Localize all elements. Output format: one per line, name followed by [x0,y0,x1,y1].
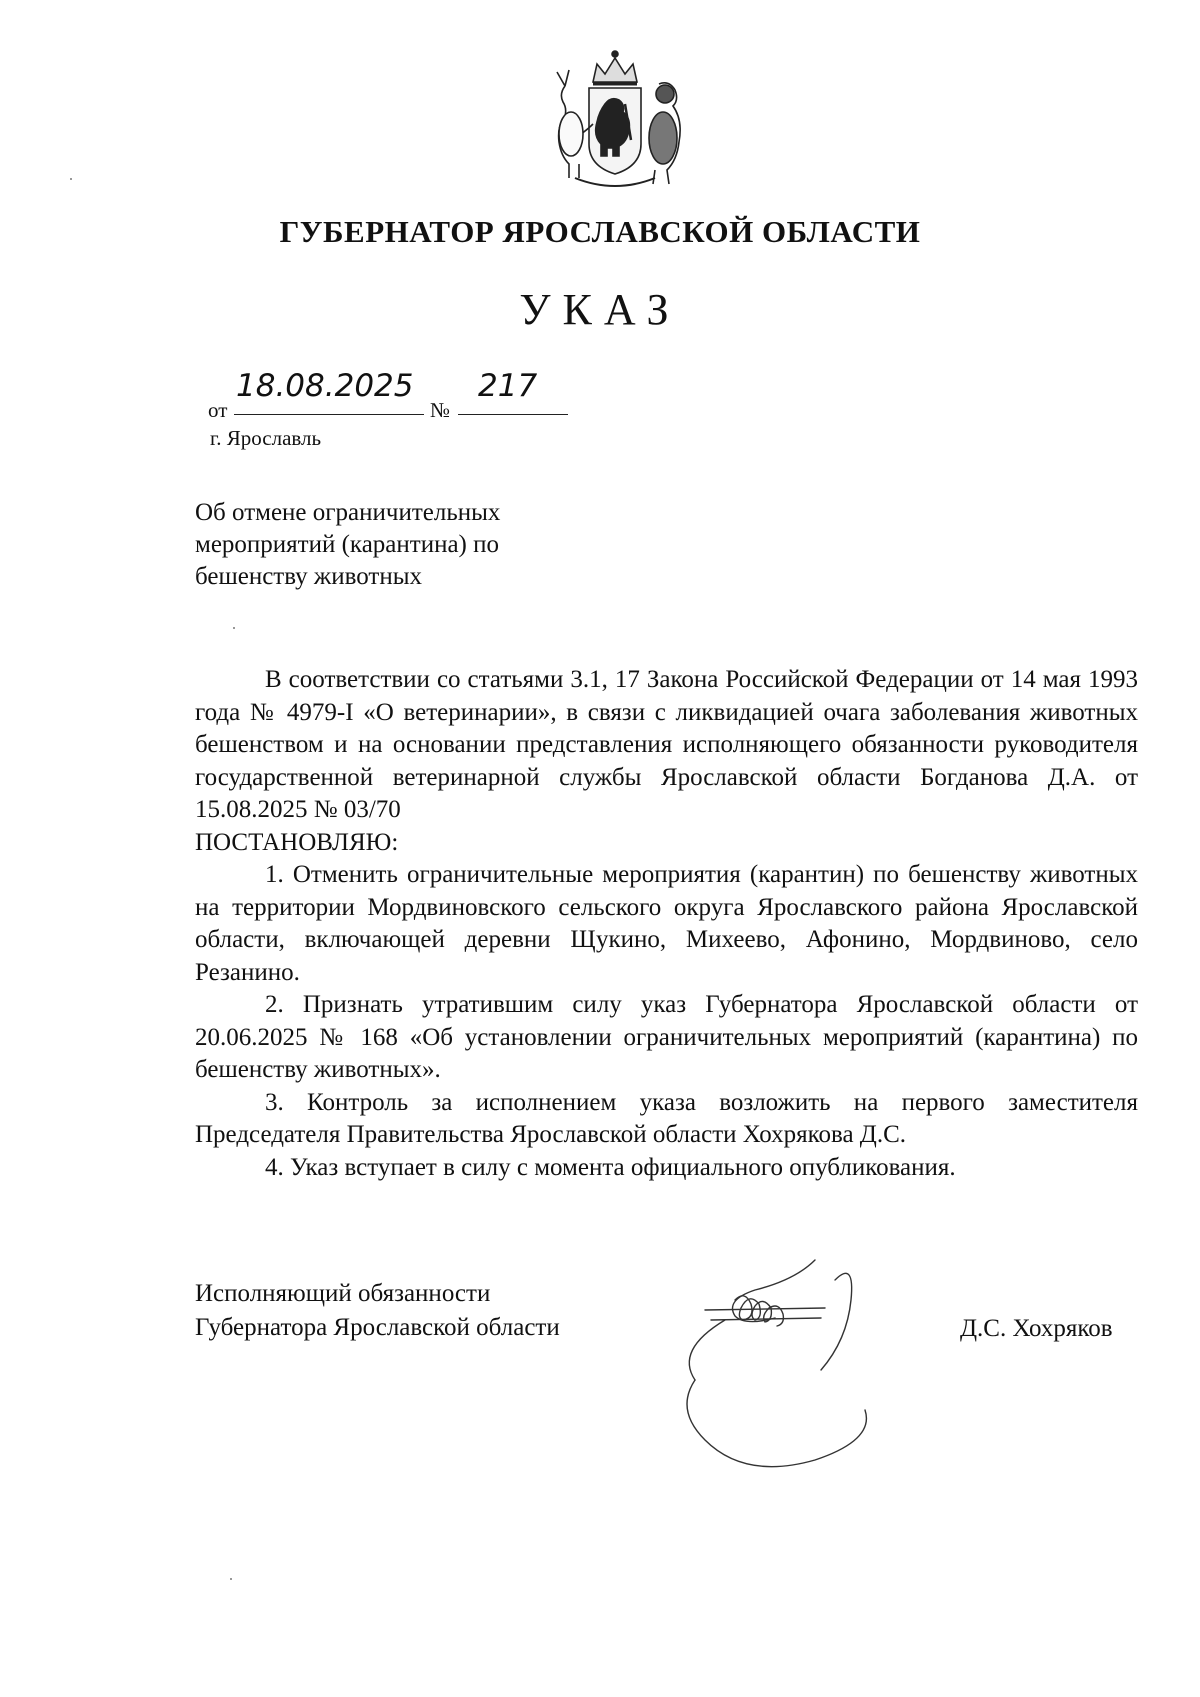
scan-speck [70,178,72,180]
number-underline [458,414,568,415]
document-date: 18.08.2025 [236,368,414,404]
decree-subject [195,497,500,593]
signatory-title [195,1277,560,1345]
handwritten-signature [665,1240,945,1470]
coat-of-arms-emblem [535,44,695,194]
subject-line: Об отмене ограничительных [195,499,501,526]
from-label: от [208,398,228,422]
signatory-title-line: Губернатора Ярославской области [195,1314,560,1341]
subject-line: мероприятий (карантина) по [195,531,500,558]
decree-item: 2. Признать утратившим силу указ Губернатора Ярославской области от 20.06.2025 № 168 «Об установлении ограничительных мероприятий (карантина) по бешенству животных». [195,991,1138,1083]
scan-speck [233,627,235,629]
date-underline [234,414,424,415]
subject-line: бешенству животных [195,563,422,590]
issuing-authority: ГУБЕРНАТОР ЯРОСЛАВСКОЙ ОБЛАСТИ [279,214,921,249]
resolve-word: ПОСТАНОВЛЯЮ: [195,828,399,856]
number-label: № [430,398,451,422]
place-of-issue: г. Ярославль [210,426,322,450]
signatory-name: Д.С. Хохряков [960,1315,1113,1342]
signatory-title-line: Исполняющий обязанности [195,1280,491,1307]
document-number: 217 [478,368,538,404]
document-type: УКАЗ [519,285,681,334]
scan-speck [230,1578,232,1580]
decree-item: 3. Контроль за исполнением указа возложить на первого заместителя Председателя Правительства Ярославской области Хохрякова Д.С. [195,1088,1138,1148]
decree-body [195,664,1138,1184]
decree-item: 1. Отменить ограничительные мероприятия (карантин) по бешенству животных на территории Мордвиновского сельского округа Ярославского района Ярославской области, включающей деревни Щукино, Михеево, Афонино, Мордвиново, село Резанино. [195,861,1138,986]
decree-item: 4. Указ вступает в силу с момента официального опубликования. [265,1153,956,1181]
preamble-paragraph: В соответствии со статьями 3.1, 17 Закона Российской Федерации от 14 мая 1993 года № 4979-I «О ветеринарии», в связи с ликвидацией очага заболевания животных бешенством и на основании представления исполняющего обязанности руководителя государственной ветеринарной службы Ярославской области Богданова Д.А. от 15.08.2025 № 03/70 [195,666,1138,823]
